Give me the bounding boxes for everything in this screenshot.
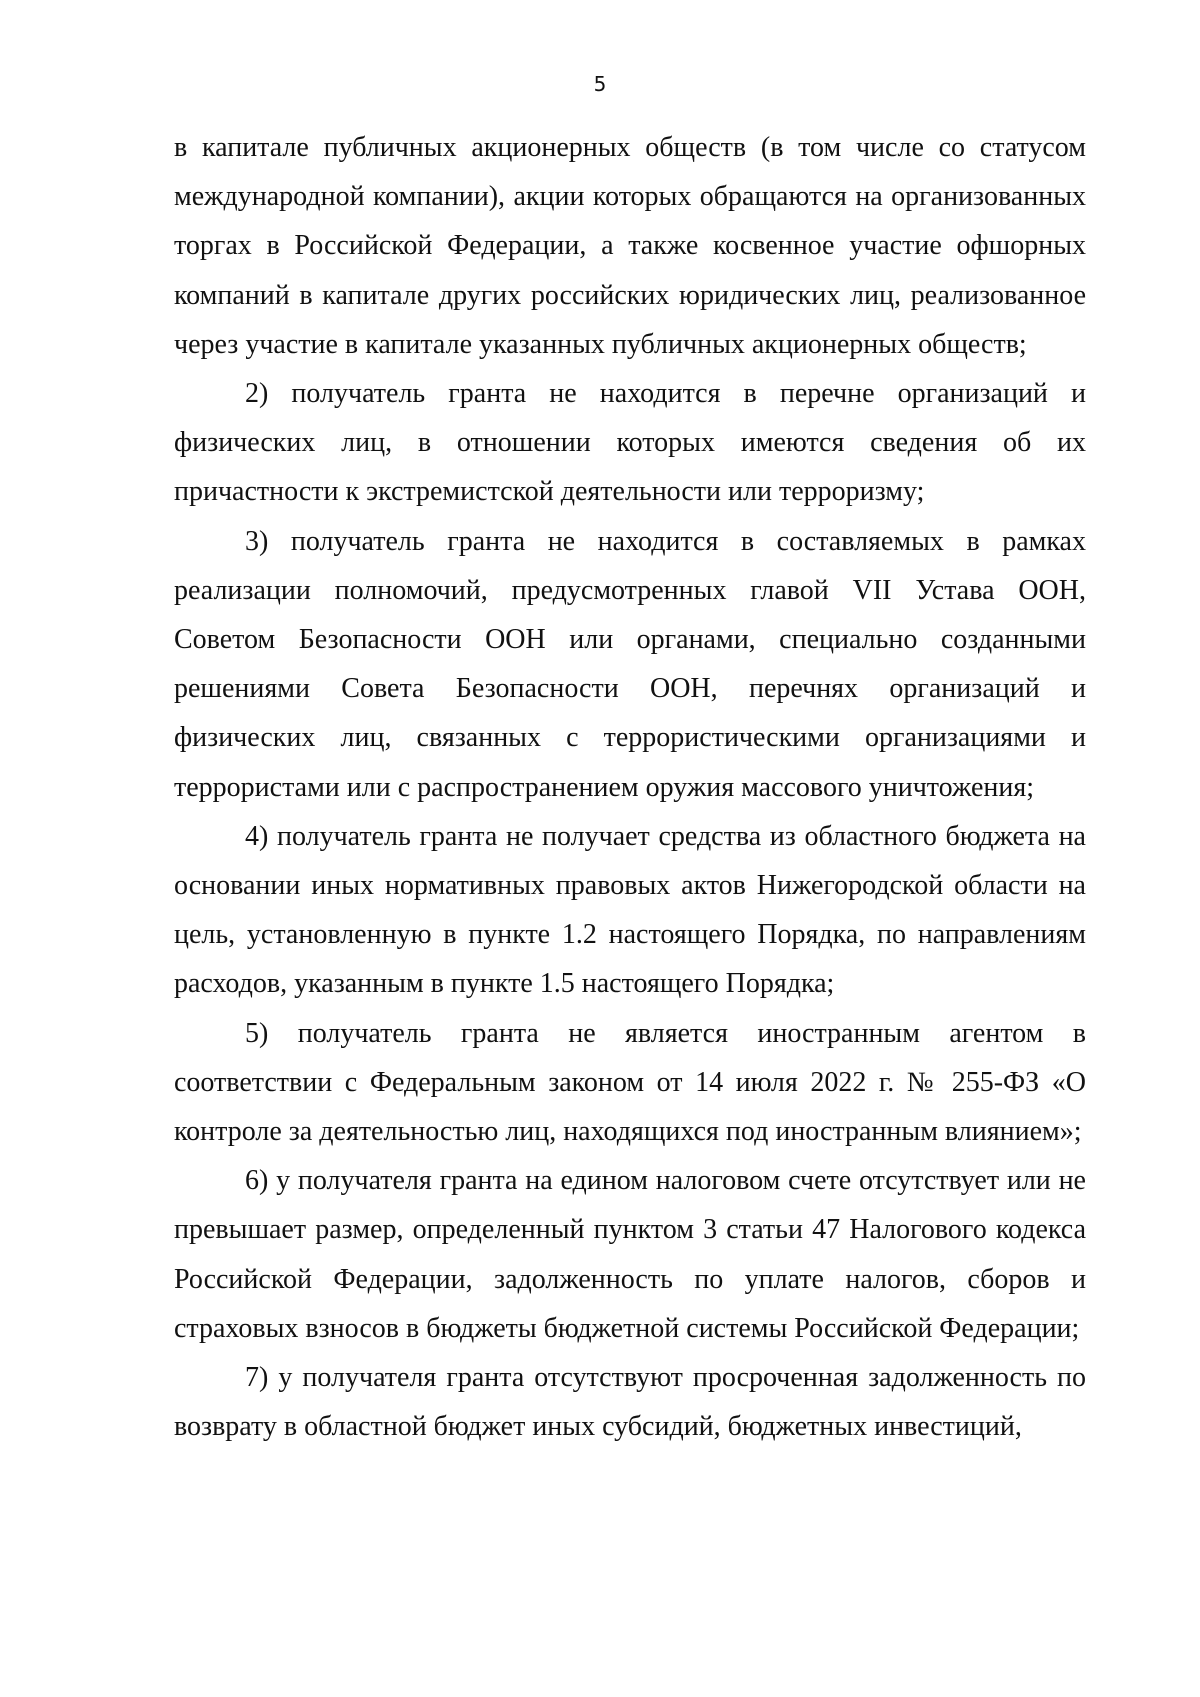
paragraph-item-2: 2) получатель гранта не находится в перечне организаций и физических лиц, в отношении которых имеются сведения об их причастности к экстремистской деятельности или терроризму; [174,378,1086,508]
paragraph-item-7: 7) у получателя гранта отсутствуют просроченная задолженность по возврату в областной бюджет иных субсидий, бюджетных инвестиций, [174,1362,1086,1443]
paragraph-item-6: 6) у получателя гранта на едином налоговом счете отсутствует или не превышает размер, определенный пунктом 3 статьи 47 Налогового кодекса Российской Федерации, задолженность по уплате налогов, сборов и страховых взносов в бюджеты бюджетной системы Российской Федерации; [174,1165,1086,1344]
paragraph-item-5: 5) получатель гранта не является иностранным агентом в соответствии с Федеральным законом от 14 июля 2022 г. № 255-ФЗ «О контроле за деятельностью лиц, находящихся под иностранным влиянием»; [174,1017,1086,1148]
page-number: 5 [593,72,607,96]
document-body [174,123,1086,1451]
paragraph-item-4: 4) получатель гранта не получает средства из областного бюджета на основании иных нормативных правовых актов Нижегородской области на цель, установленную в пункте 1.2 настоящего Порядка, по направлениям расходов, указанным в пункте 1.5 настоящего Порядка; [174,820,1086,1000]
paragraph-1-continuation: в капитале публичных акционерных обществ (в том числе со статусом международной компании), акции которых обращаются на организованных торгах в Российской Федерации, а также косвенное участие офшорных компаний в капитале других российских юридических лиц, реализованное через участие в капитале указанных публичных акционерных обществ; [174,132,1086,360]
paragraph-item-3: 3) получатель гранта не находится в составляемых в рамках реализации полномочий, предусмотренных главой VII Устава ООН, Советом Безопасности ООН или органами, специально созданными решениями Совета Безопасности ООН, перечнях организаций и физических лиц, связанных с террористическими организациями и террористами или с распространением оружия массового уничтожения; [174,525,1086,803]
